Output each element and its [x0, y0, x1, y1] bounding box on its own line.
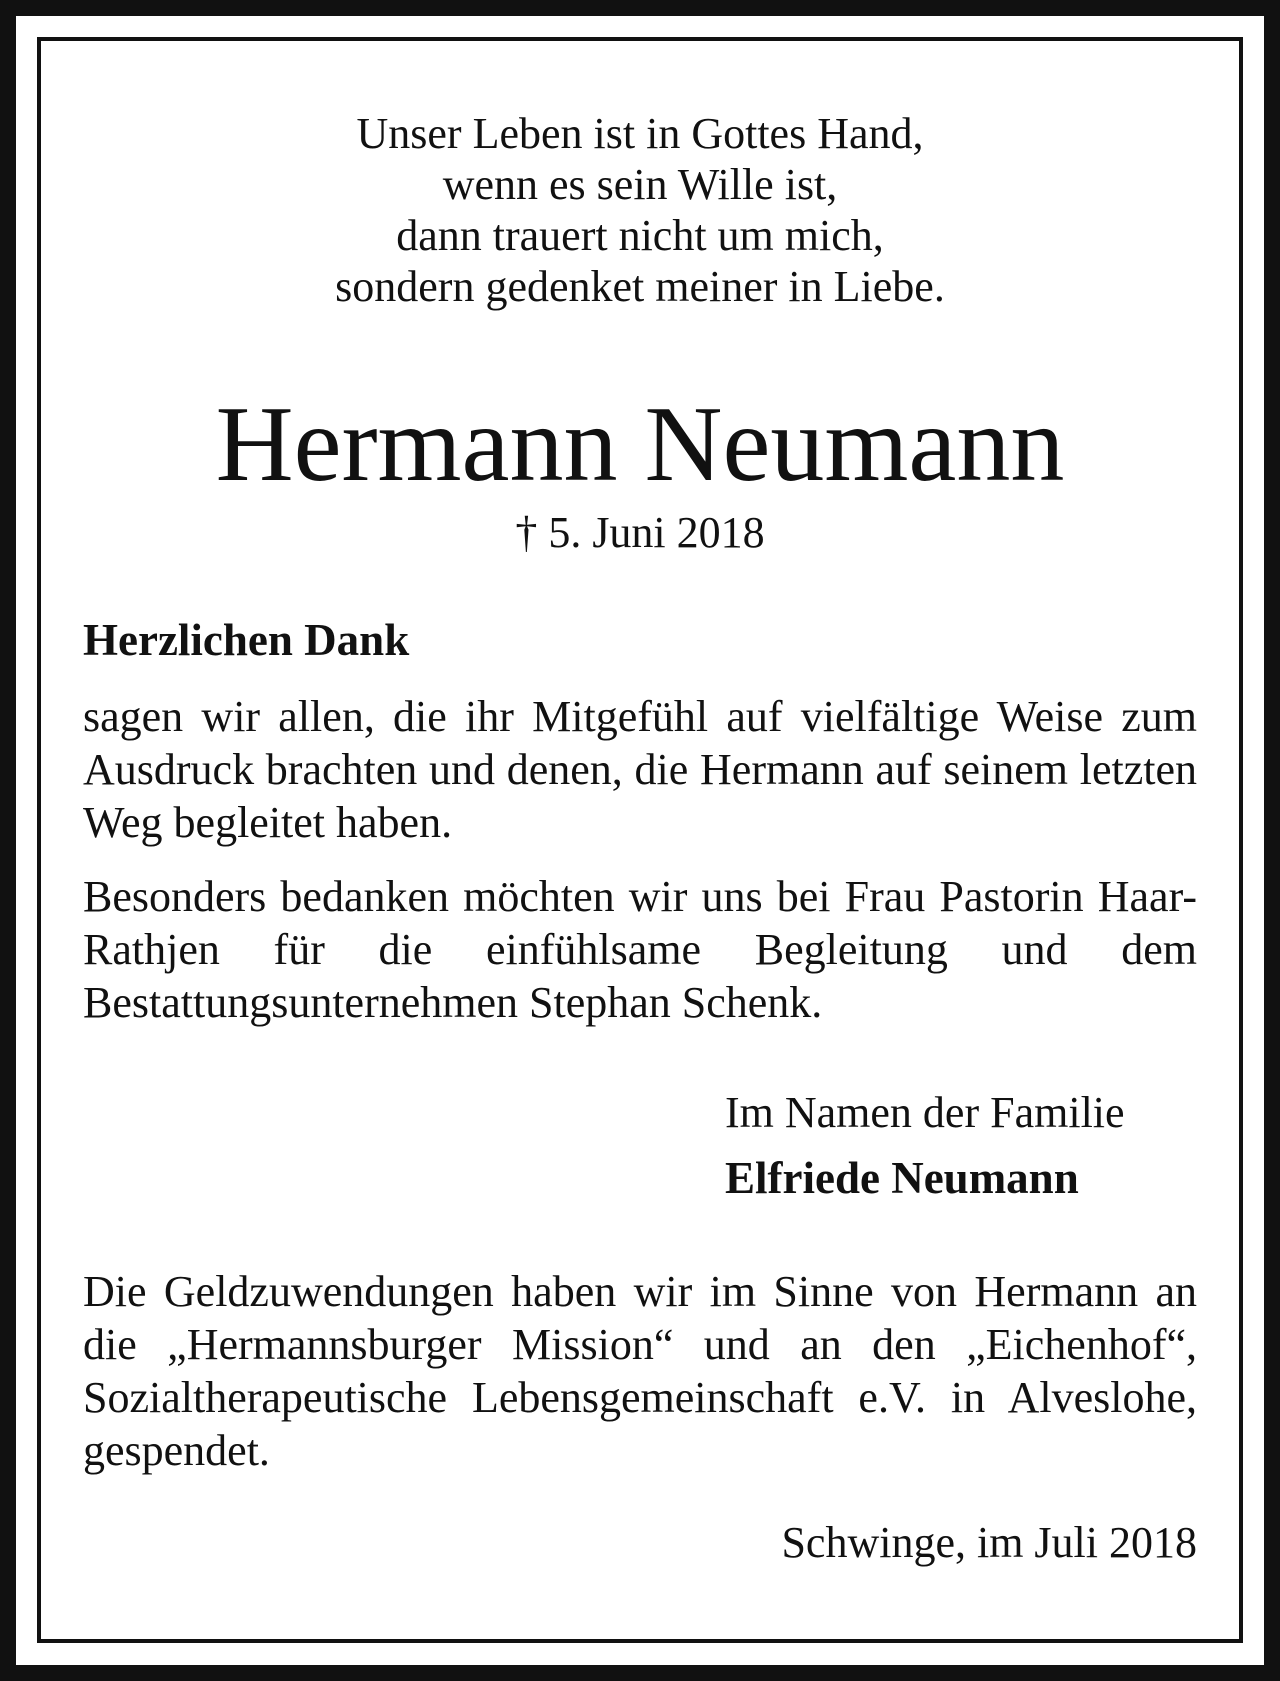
- deceased-name: Hermann Neumann: [215, 385, 1065, 504]
- special-thanks-paragraph: Besonders bedanken möchten wir uns bei Frau Pastorin Haar-Rathjen für die einfühlsame Begleitung und dem Bestattungsunternehmen Stephan Schenk.: [83, 872, 1197, 1027]
- signature-intro: Im Namen der Familie: [725, 1088, 1125, 1137]
- thanks-heading: Herzlichen Dank: [83, 615, 410, 665]
- poem: [83, 108, 1197, 312]
- poem-line: dann trauert nicht um mich,: [396, 211, 884, 260]
- poem-line: Unser Leben ist in Gottes Hand,: [356, 109, 924, 158]
- poem-line: sondern gedenket meiner in Liebe.: [335, 262, 945, 311]
- signature-name: Elfriede Neumann: [725, 1153, 1079, 1203]
- death-date: † 5. Juni 2018: [515, 508, 765, 557]
- place-date: Schwinge, im Juli 2018: [781, 1518, 1197, 1567]
- poem-line: wenn es sein Wille ist,: [442, 160, 838, 209]
- donation-paragraph: Die Geldzuwendungen haben wir im Sinne von Hermann an die „Hermannsburger Mission“ und an den „Eichenhof“, Sozialtherapeutische Lebensgemeinschaft e.V. in Alveslohe, gespendet.: [83, 1267, 1197, 1475]
- thanks-paragraph: sagen wir allen, die ihr Mitgefühl auf vielfältige Weise zum Ausdruck brachten und denen, die Hermann auf seinem letzten Weg begleitet haben.: [83, 692, 1197, 847]
